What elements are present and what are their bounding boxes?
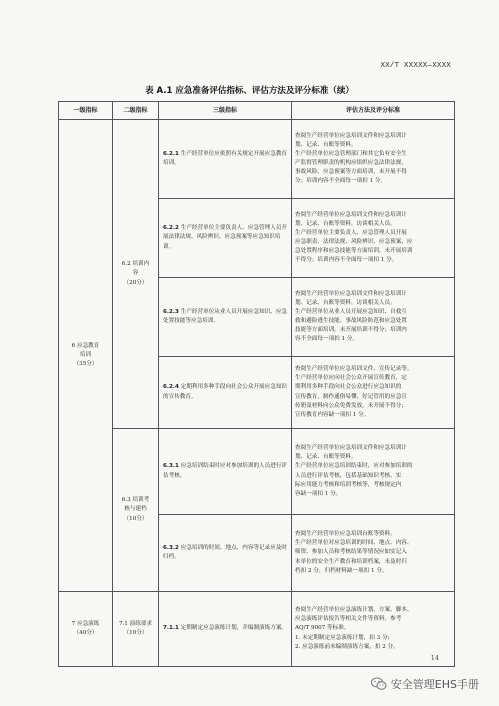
level3-cell — [159, 199, 292, 278]
method-cell — [292, 357, 455, 429]
method-line: 生产经营单位主要负责人、应急管理人员开展 — [295, 229, 407, 236]
method-line: 宣传教育内容缺一项扣 1 分。 — [295, 411, 370, 418]
item-text: 生产经营单位从业人员开展应急知识、应急处置技能等应急培训。 — [163, 308, 288, 324]
item-text: 定期利用多种手段向社会公众开展应急知识的宣传教育。 — [163, 384, 288, 400]
header-method: 评估方法及评分标准 — [292, 102, 455, 120]
level2-label-cont: 容 — [132, 270, 139, 277]
level3-cell — [159, 357, 292, 429]
level1-cell-6 — [59, 120, 113, 592]
method-line: 容缺一项扣 1 分。 — [295, 490, 342, 497]
method-line: 救和避险逃生技能、事故风险防范和应急处置 — [295, 318, 407, 324]
level1-score: （40分） — [73, 630, 98, 636]
level2-label: 6.3 培训考 — [121, 497, 150, 504]
method-line: 查阅生产经营单位应急培训台账等资料。 — [295, 531, 396, 538]
level2-label: 7.1 演练要求 — [118, 620, 153, 627]
table-row — [59, 592, 455, 667]
level1-label: 6 应急教育 — [71, 342, 100, 349]
method-line: 宣传教育，制作通俗易懂、好记管用的应急宣 — [295, 393, 407, 400]
item-number: 6.3.2 — [163, 544, 179, 551]
level3-cell — [159, 120, 292, 199]
level2-cell-6-2 — [113, 120, 159, 429]
item-text: 定期制定应急演练计划，并编制演练方案。 — [180, 625, 288, 632]
item-text: 应急培训的时间、地点、内容等记录应及时归档。 — [163, 544, 288, 560]
method-line: 2. 应急演练前未编制演练方案，扣 2 分。 — [295, 643, 399, 650]
method-line: 生产经营单位应向社会公众开展宣传教育，定 — [295, 375, 407, 382]
method-line: 期利用多种手段向社会公众进行应急知识的 — [295, 384, 402, 391]
watermark-text: 安全管理EHS手册 — [390, 678, 479, 691]
item-text: 生产经营单位应依照有关规定开展应急教育培训。 — [163, 150, 288, 166]
method-line: 生产经营单位从业人员开展应急知识、自救互 — [295, 308, 407, 315]
method-line: 查阅生产经营单位应急培训文件、宣传记录等。 — [295, 366, 413, 373]
method-cell — [292, 429, 455, 515]
header-level1: 一级指标 — [59, 102, 113, 120]
method-line: 1. 未定期制定应急演练计划，扣 3 分； — [295, 634, 394, 641]
level2-score: （10分） — [123, 515, 148, 522]
method-line: 产监督管理职责的机构应组织应急法律法规、 — [295, 160, 407, 166]
method-line: 师资、参加人员和考核结果等情况应如实记入 — [295, 549, 407, 556]
method-line: 不得分；培训内容不全面每一项扣 1 分。 — [295, 257, 398, 264]
item-number: 6.2.2 — [163, 225, 179, 232]
level3-cell — [159, 592, 292, 667]
level2-score: （10分） — [123, 630, 148, 636]
method-line: 生产经营单位应急管理部门和其它负有安全生 — [295, 150, 407, 157]
level2-score: （20分） — [123, 279, 148, 286]
table-row — [59, 120, 455, 199]
assessment-table — [58, 101, 455, 667]
header-level2: 二级指标 — [113, 102, 159, 120]
level2-cell-6-3 — [113, 429, 159, 592]
watermark — [371, 676, 479, 692]
item-number: 6.2.4 — [163, 384, 179, 391]
method-cell — [292, 278, 455, 357]
level1-score: （35分） — [73, 361, 98, 368]
method-line: 生产经营单位对应急培训的时间、地点、内容、 — [295, 540, 413, 547]
method-line: 查阅生产经营单位应急培训文件和应急培训计 — [295, 445, 407, 452]
method-line: 查阅生产经营单位应急培训文件和应急培训计 — [295, 132, 407, 139]
method-line: 应急职责、法律法规、风险辨识、应急预案、应 — [295, 239, 413, 245]
document-code: XX/T XXXXX—XXXX — [380, 62, 451, 70]
level2-cell-7-1 — [113, 592, 159, 667]
level3-cell — [159, 429, 292, 515]
level2-label-cont: 核与建档 — [124, 506, 147, 513]
method-line: 生产经营单位应急培训结束时，应对参加培训的 — [295, 463, 413, 470]
item-number: 6.2.1 — [163, 150, 179, 157]
method-cell — [292, 120, 455, 199]
page-number: 14 — [430, 654, 439, 662]
table-title: 表 A.1 应急准备评估指标、评估方法及评分标准（续） — [145, 86, 354, 96]
method-line: 容不全面每一项扣 1 分。 — [295, 336, 359, 343]
method-line: 查阅生产经营单位应急培训文件和应急培训计 — [295, 290, 407, 297]
method-line: AQ/T 9007 等标准。 — [295, 625, 350, 632]
method-line: 查阅生产经营单位应急培训文件和应急培训计 — [295, 211, 407, 218]
item-number: 7.1.1 — [163, 625, 179, 632]
level2-label: 6.2 培训内 — [121, 261, 150, 268]
method-cell — [292, 515, 455, 592]
method-line: 传册及材料向公众免费发放，未开展不得分； — [295, 402, 407, 409]
method-line: 人员进行评估考核，包括基础知识考核、实 — [295, 472, 402, 479]
method-cell — [292, 199, 455, 278]
method-line: 技能等方面培训，未开展培训不得分；培训内 — [295, 327, 407, 334]
item-text: 应急培训结束时应对参加培训的人员进行评估考核。 — [163, 463, 288, 479]
method-line: 划、记录、台账等资料。 — [295, 454, 357, 461]
item-number: 6.2.3 — [163, 308, 179, 315]
method-line: 应急演练评估报告等相关文件等资料。参考 — [295, 616, 402, 623]
level3-cell — [159, 515, 292, 592]
method-line: 急处置程序和应急技能等方面培训，未开展培训 — [295, 248, 413, 255]
method-line: 划、记录、台账等资料，访谈相关人员。 — [295, 299, 396, 306]
level1-cell-7 — [59, 592, 113, 667]
item-number: 6.3.1 — [163, 463, 179, 470]
item-text: 生产经营单位主要负责人、应急管理人员开展法律法规、风险辨识、应急预案等应急知识培训。 — [163, 225, 288, 250]
level1-label: 7 应急演练 — [71, 620, 100, 627]
method-line: 本单位的安全生产教育和培训档案，未及时归 — [295, 558, 407, 565]
method-line: 际应用能力考核和培训考核等，考核规定内 — [295, 481, 402, 488]
method-line: 查阅生产经营单位应急演练计划、方案、脚本、 — [295, 607, 413, 614]
table-header-row — [59, 102, 455, 120]
header-level3: 三级指标 — [159, 102, 292, 120]
table-row — [59, 429, 455, 515]
method-line: 档扣 2 分，归档材料缺一项扣 1 分。 — [295, 567, 388, 574]
method-line: 划、记录、台账等资料。 — [295, 141, 357, 148]
method-line: 事故风险、应急预案等方面培训，未开展不得 — [295, 169, 407, 176]
level3-cell — [159, 278, 292, 357]
method-line: 划、记录、台账等资料，访谈相关人员。 — [295, 220, 396, 227]
level1-label-cont: 培训 — [79, 351, 92, 358]
method-line: 分；培训内容不全面每一项扣 1 分。 — [295, 178, 387, 185]
wechat-icon — [371, 677, 387, 691]
